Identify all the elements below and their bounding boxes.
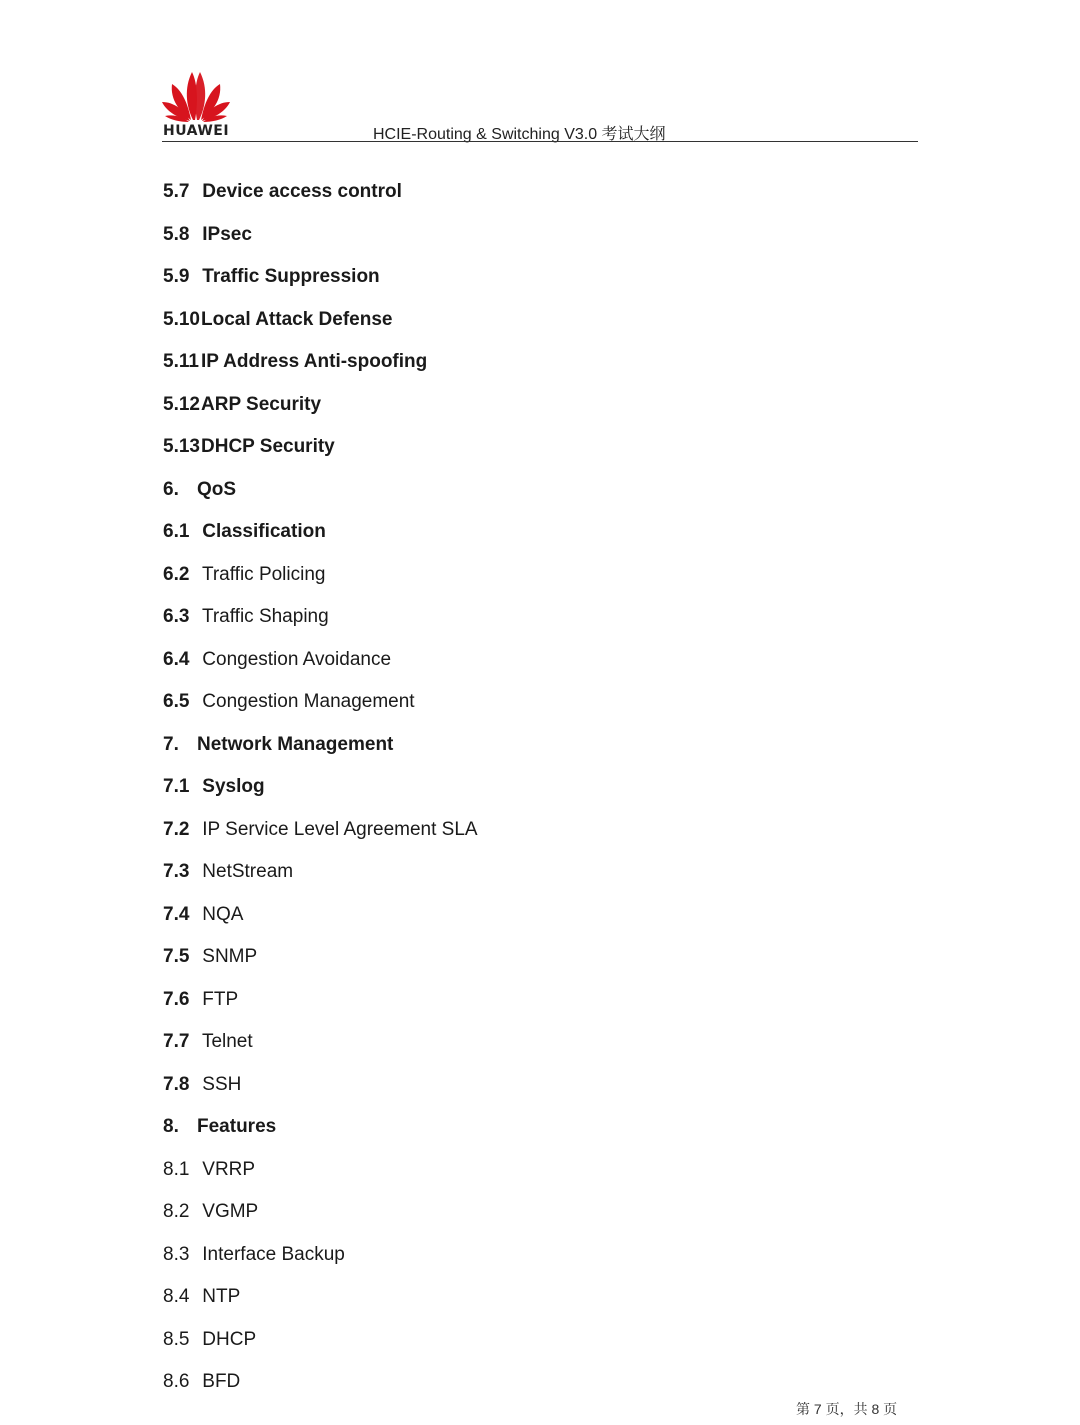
toc-text: IP Service Level Agreement SLA [202,818,478,840]
toc-number: 8.4 [163,1286,190,1307]
toc-text: Congestion Avoidance [202,648,392,670]
toc-item [163,224,478,267]
page-number-footer: 第 7 页，共 8 页 [796,1401,898,1417]
toc-text: Traffic Shaping [201,606,329,627]
toc-number: 8. [163,1116,179,1137]
toc-number: 7.4 [163,903,190,925]
toc-text: Local Attack Defense [201,308,393,330]
toc-text: SNMP [202,946,258,967]
toc-number: 5.13 [163,436,200,457]
toc-item [163,776,478,819]
toc-item [163,819,478,862]
toc-number: 5.11 [163,351,199,372]
toc-number: 8.2 [163,1201,190,1222]
toc-item [163,691,478,734]
toc-text: SSH [202,1073,242,1095]
table-of-contents [163,181,478,1414]
huawei-flower-icon [162,70,230,122]
toc-text: Congestion Management [202,691,415,712]
toc-text: Syslog [202,776,265,797]
toc-text: FTP [202,988,239,1010]
toc-item [163,649,478,692]
toc-number: 6.4 [163,648,190,670]
toc-item [163,309,478,352]
toc-item [163,904,478,947]
huawei-logo [160,70,234,140]
toc-number: 7.1 [163,776,190,797]
toc-text: Features [197,1116,277,1137]
toc-text: NTP [202,1286,241,1307]
toc-number: 5.8 [163,223,190,245]
toc-item [163,606,478,649]
toc-number: 5.7 [163,181,190,202]
huawei-wordmark: HUAWEI [163,123,230,139]
toc-text: Traffic Suppression [202,266,380,287]
toc-text: QoS [197,478,237,500]
toc-section-heading [163,1116,478,1159]
toc-number: 5.10 [163,308,200,330]
toc-item [163,436,478,479]
toc-number: 6.1 [163,521,190,542]
toc-text: IP Address Anti-spoofing [201,351,428,372]
toc-item [163,394,478,437]
toc-item [163,1201,478,1244]
toc-number: 7.5 [163,946,190,967]
toc-text: IPsec [202,223,252,245]
toc-item [163,351,478,394]
toc-section-heading [163,734,478,777]
toc-text: Interface Backup [202,1243,345,1265]
toc-item [163,989,478,1032]
toc-item [163,266,478,309]
toc-number: 8.6 [163,1371,190,1392]
toc-text: VRRP [202,1158,256,1180]
toc-number: 6.2 [163,563,190,585]
toc-number: 7. [163,733,179,755]
toc-text: DHCP [202,1328,257,1350]
toc-text: BFD [202,1371,241,1392]
toc-number: 8.5 [163,1328,190,1350]
toc-text: DHCP Security [201,436,335,457]
toc-item [163,1244,478,1287]
toc-number: 8.3 [163,1243,190,1265]
toc-text: Network Management [197,733,394,755]
toc-number: 8.1 [163,1158,190,1180]
toc-text: Classification [202,521,326,542]
toc-number: 6.3 [163,606,190,627]
toc-text: NetStream [202,861,294,882]
toc-text: Telnet [201,1031,253,1052]
toc-item [163,181,478,224]
header-divider [162,141,918,142]
toc-number: 5.12 [163,393,200,415]
toc-text: NQA [202,903,244,925]
toc-number: 5.9 [163,266,190,287]
toc-item [163,1074,478,1117]
toc-item [163,1371,478,1414]
toc-number: 7.3 [163,861,190,882]
toc-item [163,1329,478,1372]
toc-item [163,861,478,904]
toc-number: 7.2 [163,818,190,840]
document-header-title: HCIE-Routing & Switching V3.0 考试大纲 [373,126,666,143]
toc-number: 6. [163,478,179,500]
toc-item [163,1031,478,1074]
toc-item [163,564,478,607]
toc-text: Traffic Policing [201,563,326,585]
toc-section-heading [163,479,478,522]
toc-number: 6.5 [163,691,190,712]
toc-number: 7.8 [163,1073,190,1095]
toc-number: 7.7 [163,1031,190,1052]
toc-text: VGMP [202,1201,259,1222]
toc-item [163,1286,478,1329]
toc-number: 7.6 [163,988,190,1010]
toc-item [163,1159,478,1202]
toc-item [163,946,478,989]
toc-item [163,521,478,564]
toc-text: ARP Security [201,393,322,415]
toc-text: Device access control [202,181,402,202]
